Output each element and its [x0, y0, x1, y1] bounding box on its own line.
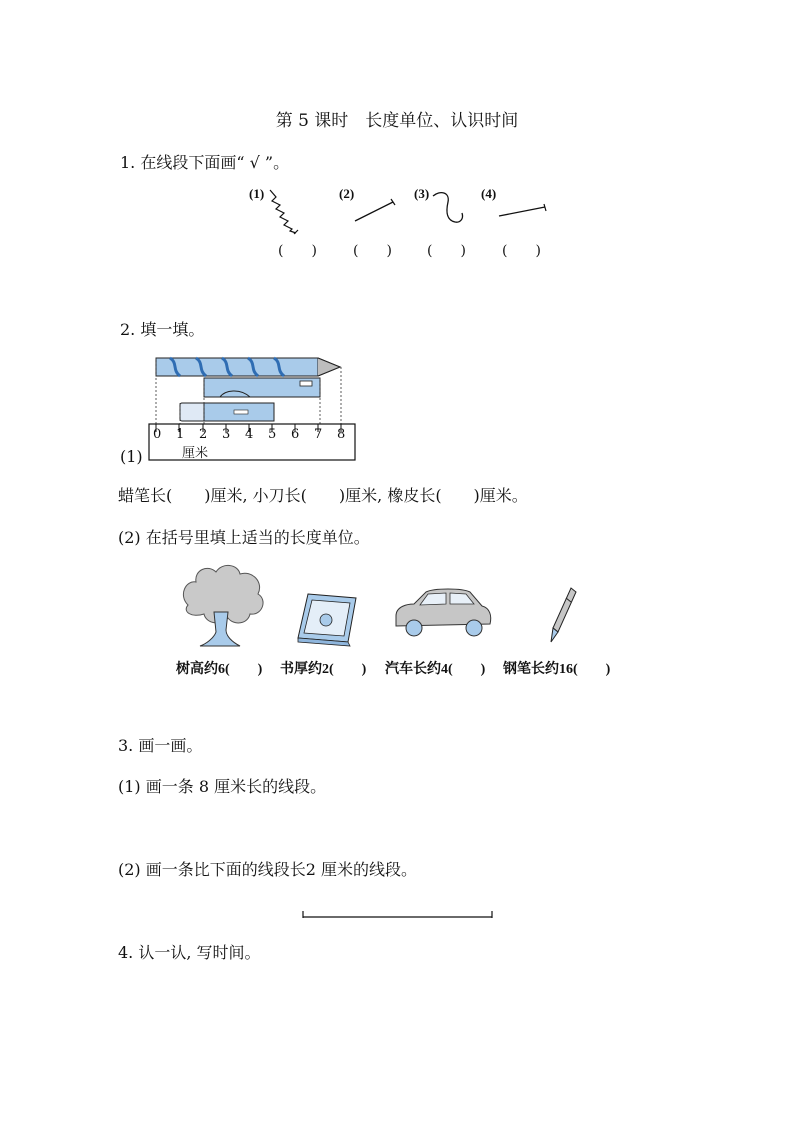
q1-blank-2[interactable]: ( ) [353, 243, 392, 259]
ruler-unit-label: 厘米 [182, 446, 209, 461]
q3-part-1: (1) 画一条 8 厘米长的线段。 [118, 777, 327, 796]
ruler-tick-label: 1 [176, 427, 185, 442]
tree-height-item[interactable]: 树高约6( ) [176, 662, 263, 677]
pen-length-item[interactable]: 钢笔长约16( ) [503, 662, 611, 677]
q1-label-4: (4) [481, 186, 497, 201]
q1-blank-4[interactable]: ( ) [502, 243, 541, 259]
q1-blank-3[interactable]: ( ) [427, 243, 466, 259]
ruler-tick-label: 7 [314, 427, 323, 442]
question-4-text: 4. 认一认, 写时间。 [118, 943, 261, 962]
ruler-tick-label: 4 [245, 427, 254, 442]
car-length-item[interactable]: 汽车长约4( ) [385, 662, 486, 677]
ruler-tick-label: 8 [337, 427, 346, 442]
part-1-label: (1) [120, 447, 143, 466]
question-2-text: 2. 填一填。 [120, 320, 205, 339]
q1-label-2: (2) [339, 186, 355, 201]
ruler-tick-label: 5 [268, 427, 277, 442]
question-3-text: 3. 画一画。 [118, 736, 203, 755]
book-thickness-item[interactable]: 书厚约2( ) [280, 662, 367, 677]
ruler-tick-label: 0 [153, 427, 162, 442]
ruler-tick-label: 3 [222, 427, 231, 442]
measure-fill-line[interactable]: 蜡笔长( )厘米, 小刀长( )厘米, 橡皮长( )厘米。 [118, 486, 528, 505]
ruler-tick-label: 6 [291, 427, 300, 442]
part-2-text: (2) 在括号里填上适当的长度单位。 [118, 528, 370, 547]
q1-blank-1[interactable]: ( ) [278, 243, 317, 259]
q3-part-2: (2) 画一条比下面的线段长2 厘米的线段。 [118, 860, 418, 879]
q1-label-3: (3) [414, 186, 430, 201]
q1-label-1: (1) [249, 186, 265, 201]
question-1-text: 1. 在线段下面画“ √ ”。 [120, 153, 290, 172]
ruler-tick-label: 2 [199, 427, 208, 442]
page-title: 第 5 课时 长度单位、认识时间 [275, 111, 519, 131]
